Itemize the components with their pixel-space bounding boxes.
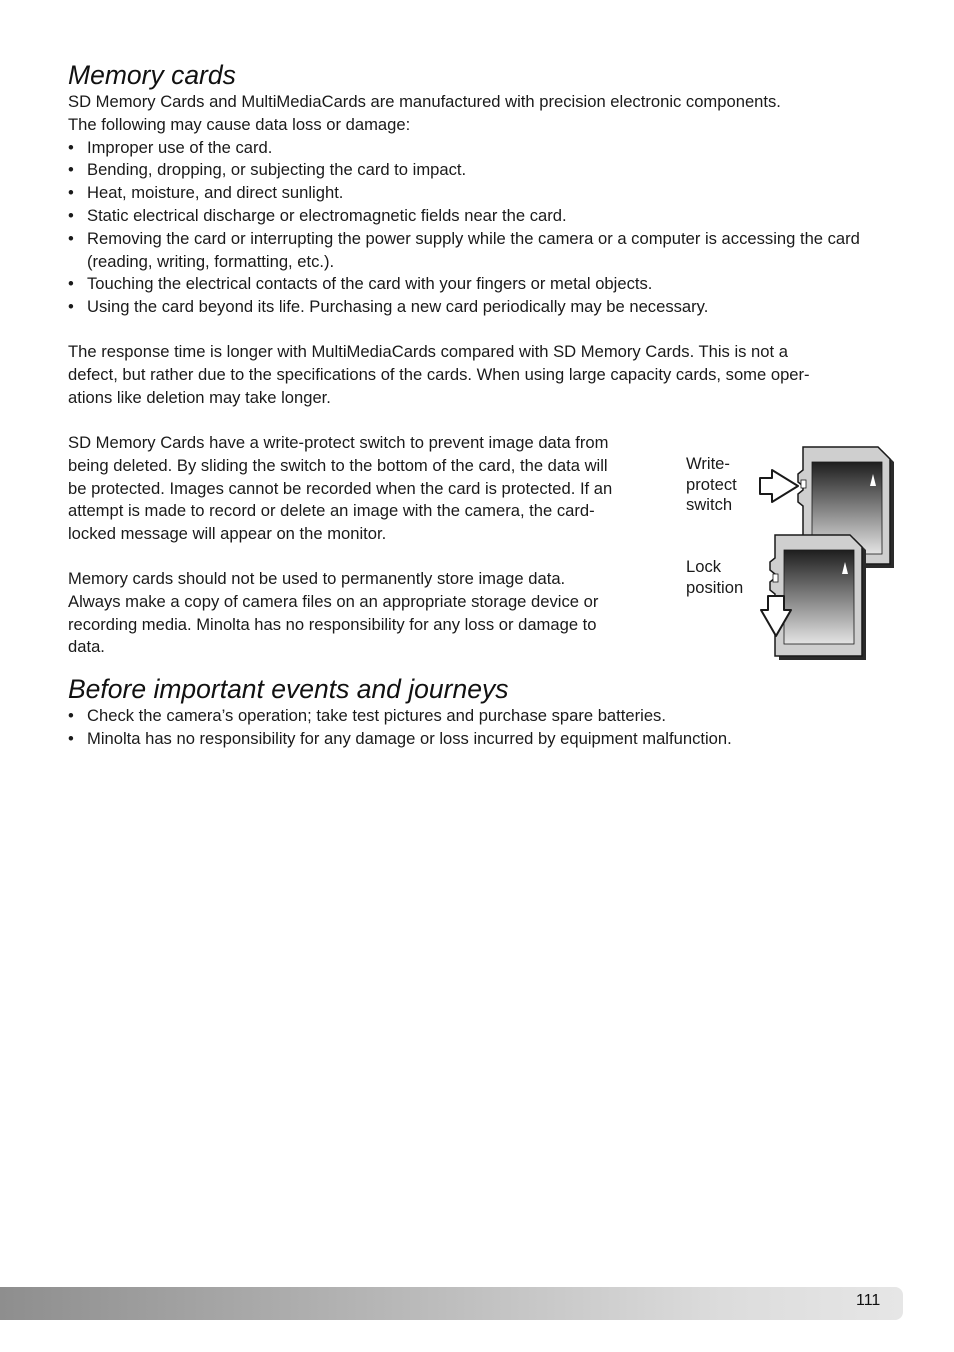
list-item: • Touching the electrical contacts of the card with your fingers or metal objects. bbox=[68, 273, 898, 296]
events-heading: Before important events and journeys bbox=[68, 674, 509, 704]
paragraph-line: ations like deletion may take longer. bbox=[68, 387, 331, 407]
arrow-right-icon bbox=[760, 470, 798, 502]
paragraph-line: locked message will appear on the monitor. bbox=[68, 524, 387, 544]
list-item: • Static electrical discharge or electromagnetic fields near the card. bbox=[68, 205, 898, 228]
storage-paragraph bbox=[68, 568, 678, 659]
list-item: • Improper use of the card. bbox=[68, 137, 898, 160]
paragraph-line: Memory cards should not be used to permanently store image data. bbox=[68, 569, 566, 588]
paragraph-line: being deleted. By sliding the switch to the bottom of the card, the data will bbox=[68, 455, 608, 475]
list-item: • Minolta has no responsibility for any damage or loss incurred by equipment malfunction. bbox=[68, 728, 898, 751]
intro-line: The following may cause data loss or damage: bbox=[68, 114, 411, 134]
sd-card-diagram bbox=[750, 440, 910, 670]
memory-intro bbox=[68, 91, 898, 319]
list-item: • Removing the card or interrupting the power supply while the camera or a computer is accessing the card (reading, writing, formatting, etc.). bbox=[68, 228, 898, 274]
memory-cards-heading: Memory cards bbox=[68, 60, 236, 90]
intro-line: SD Memory Cards and MultiMediaCards are manufactured with precision electronic components. bbox=[68, 92, 781, 111]
paragraph-line: data. bbox=[68, 637, 105, 657]
lock-position-label: Lock position bbox=[686, 557, 744, 597]
list-item: • Bending, dropping, or subjecting the card to impact. bbox=[68, 159, 898, 182]
list-item: • Heat, moisture, and direct sunlight. bbox=[68, 182, 898, 205]
response-time-paragraph bbox=[68, 341, 898, 409]
list-item: • Check the camera’s operation; take test pictures and purchase spare batteries. bbox=[68, 705, 898, 728]
paragraph-line: be protected. Images cannot be recorded when the card is protected. If an bbox=[68, 478, 613, 498]
events-list bbox=[68, 705, 898, 751]
events-section bbox=[68, 705, 898, 751]
list-item: • Using the card beyond its life. Purchasing a new card periodically may be necessary. bbox=[68, 296, 898, 319]
footer-bar bbox=[0, 1287, 903, 1320]
paragraph-line: defect, but rather due to the specifications of the cards. When using large capacity cards, some oper- bbox=[68, 364, 810, 384]
paragraph-line: The response time is longer with MultiMediaCards compared with SD Memory Cards. This is not a bbox=[68, 342, 788, 361]
write-protect-paragraph bbox=[68, 432, 678, 546]
page-number: 111 bbox=[856, 1292, 881, 1309]
paragraph-line: recording media. Minolta has no responsibility for any loss or damage to bbox=[68, 614, 597, 634]
paragraph-line: attempt is made to record or delete an image with the camera, the card- bbox=[68, 501, 595, 521]
write-protect-switch-label: Write- protect switch bbox=[686, 454, 737, 514]
paragraph-line: Always make a copy of camera files on an appropriate storage device or bbox=[68, 591, 599, 611]
damage-causes-list bbox=[68, 137, 898, 319]
paragraph-line: SD Memory Cards have a write-protect switch to prevent image data from bbox=[68, 433, 609, 452]
